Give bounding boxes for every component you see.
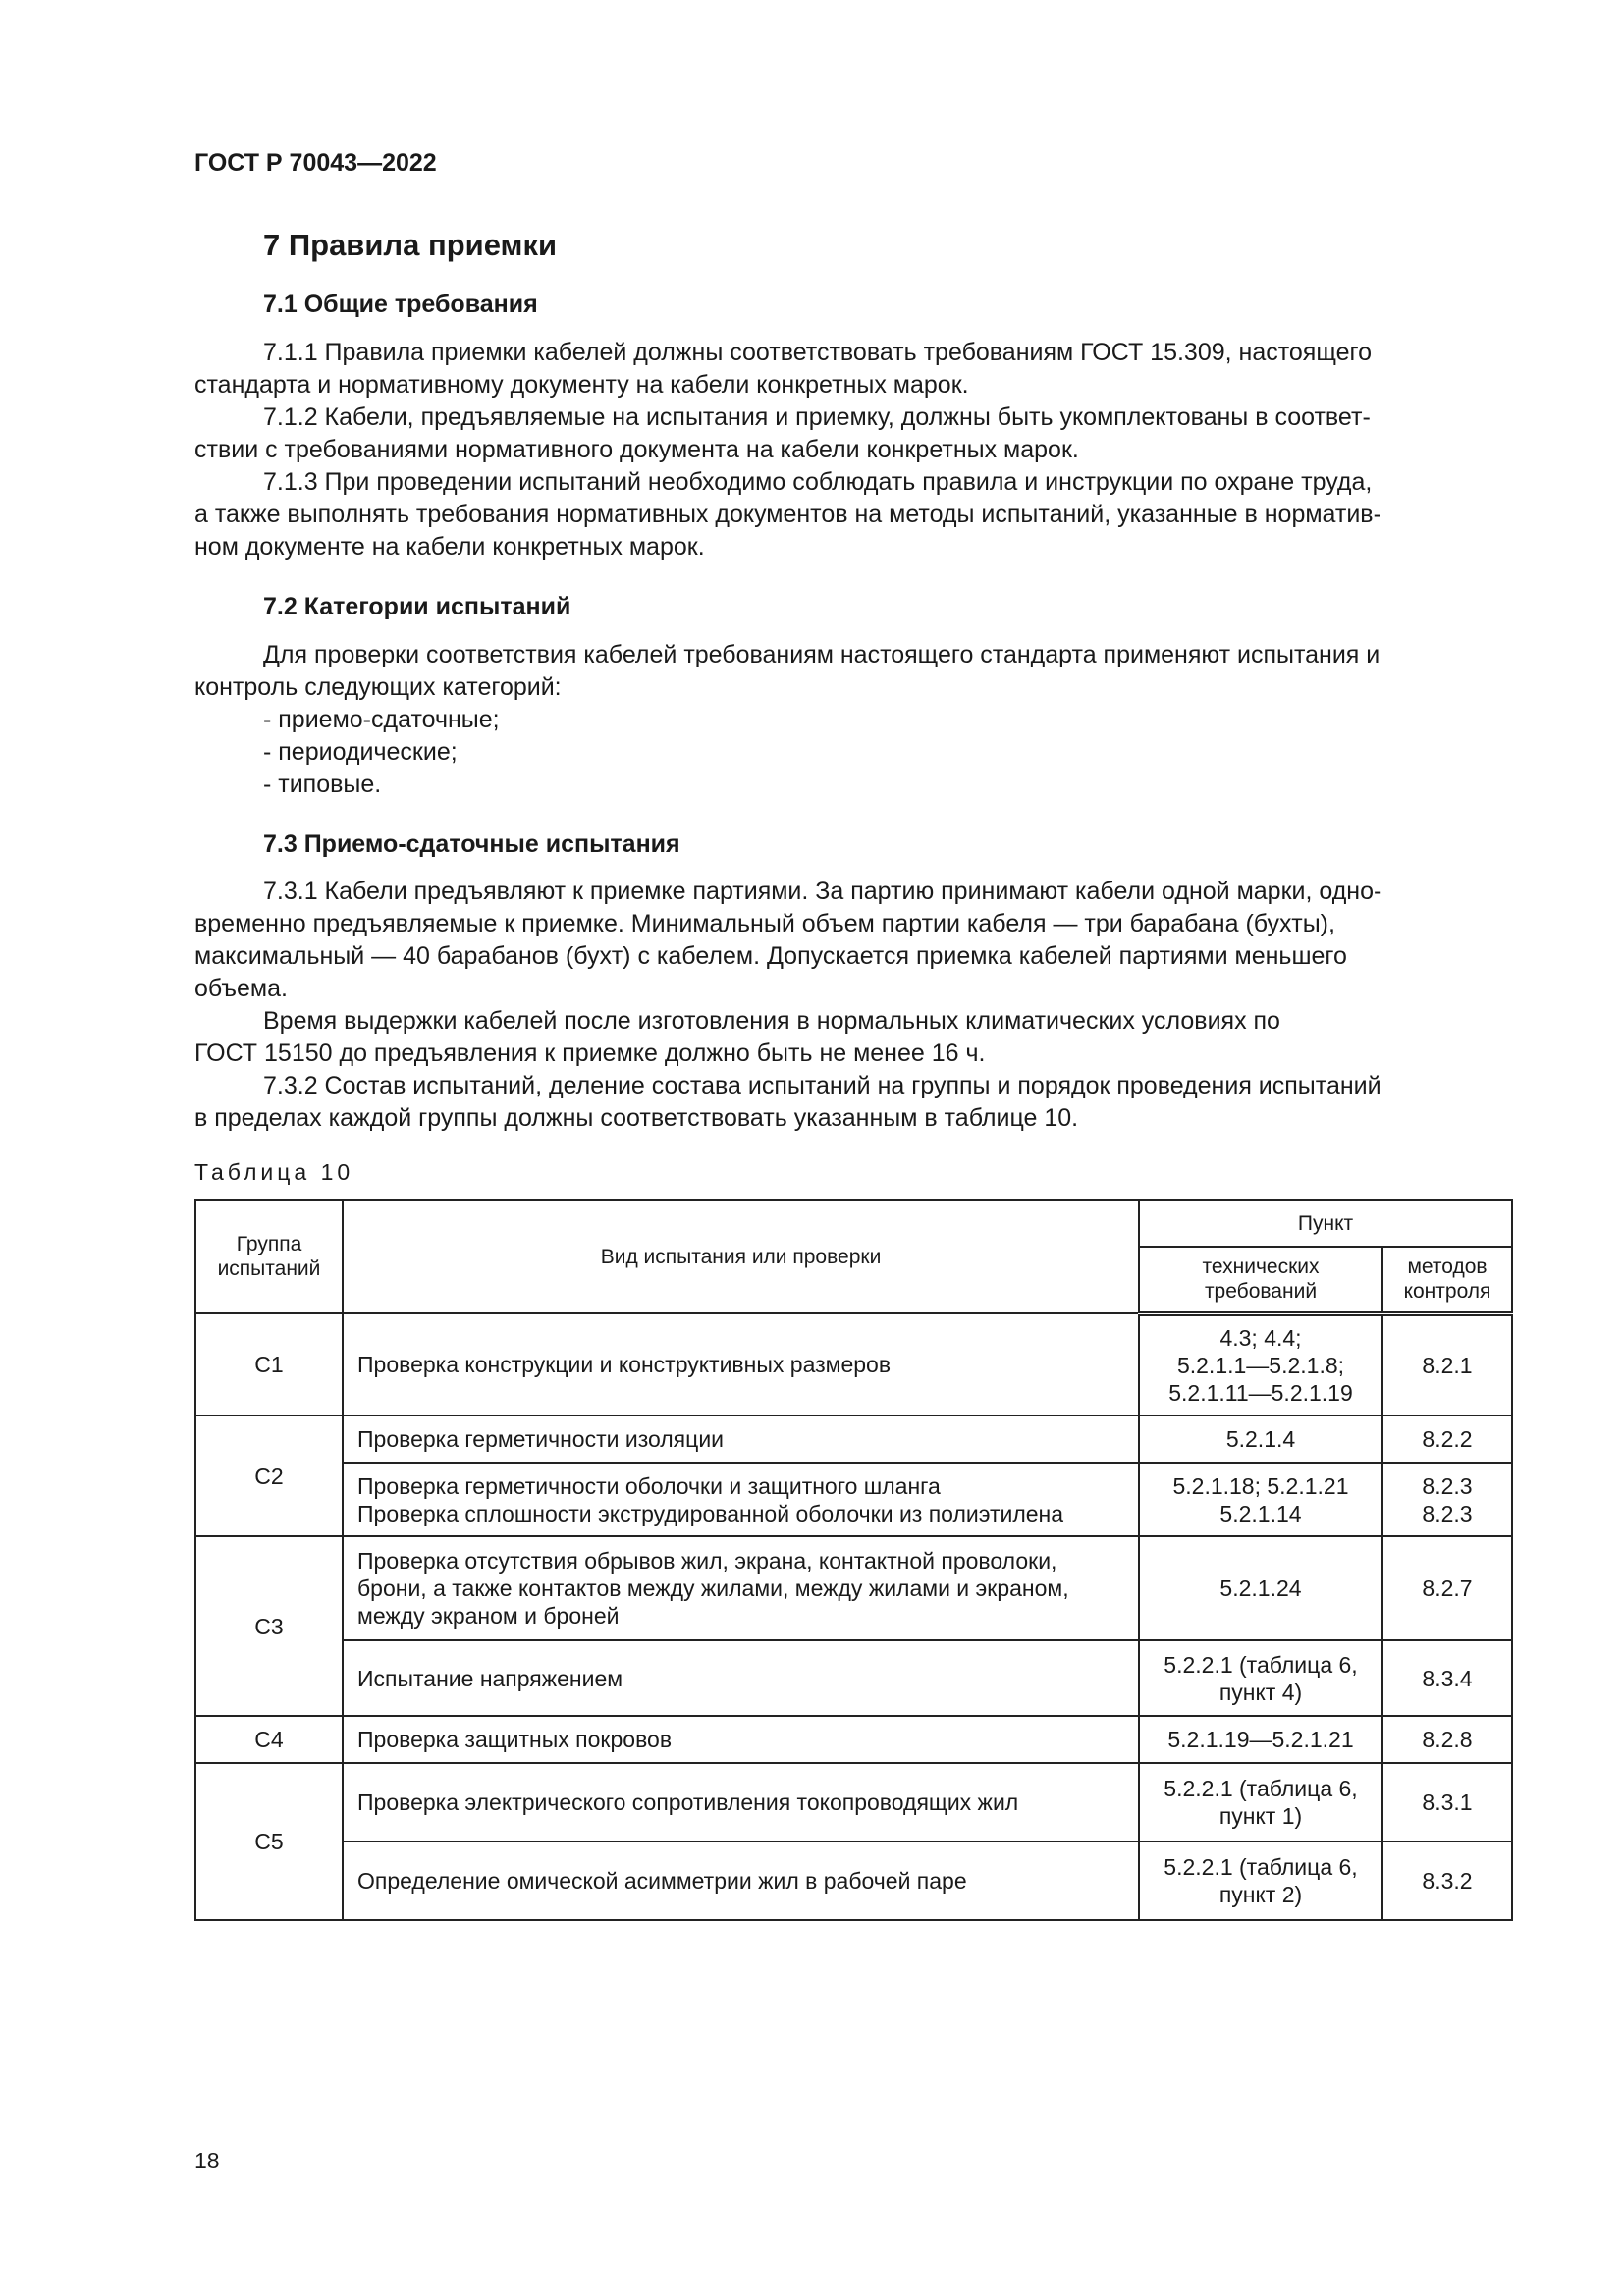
kind-cell: Испытание напряжением	[343, 1640, 1139, 1716]
table-row	[195, 1415, 1512, 1463]
subsection-7-3-title: 7.3 Приемо-сдаточные испытания	[263, 830, 680, 858]
kind-cell: Проверка конструкции и конструктивных размеров	[343, 1313, 1139, 1415]
table-row	[195, 1842, 1512, 1920]
header-group: Группа испытаний	[195, 1200, 343, 1313]
kind-cell: Проверка герметичности изоляции	[343, 1415, 1139, 1463]
methods-cell: 8.3.4	[1382, 1640, 1512, 1716]
section-title: 7 Правила приемки	[263, 228, 558, 262]
paragraph-7-1-1: 7.1.1 Правила приемки кабелей должны соответствовать требованиям ГОСТ 15.309, настоящего стандарта и нормативному документу на кабели конкретных марок.	[194, 339, 1373, 399]
methods-cell: 8.2.1	[1382, 1313, 1512, 1415]
header-clause: Пункт	[1139, 1200, 1512, 1247]
table-row	[195, 1640, 1512, 1716]
group-cell: С4	[195, 1716, 343, 1763]
header-kind: Вид испытания или проверки	[343, 1200, 1139, 1313]
tech-cell: 5.2.2.1 (таблица 6, пункт 4)	[1139, 1640, 1382, 1716]
tech-cell: 4.3; 4.4; 5.2.1.1—5.2.1.8; 5.2.1.11—5.2.1.19	[1139, 1313, 1382, 1415]
paragraph-7-3-1: 7.3.1 Кабели предъявляют к приемке партиями. За партию принимают кабели одной марки, одно- временно предъявляемые к приемке. Минимальный объем партии кабеля — три барабана (бухты), максимальный — 40 барабанов (бухт) с кабелем. Допускается приемка кабелей партиями меньшего объема.	[194, 878, 1382, 1002]
header-control-methods: методов контроля	[1382, 1247, 1512, 1313]
methods-cell: 8.3.1	[1382, 1763, 1512, 1842]
paragraph-7-1-3: 7.1.3 При проведении испытаний необходимо соблюдать правила и инструкции по охране труда, а также выполнять требования нормативных документов на методы испытаний, указанные в норматив- ном документе на кабели конкретных марок.	[194, 468, 1381, 561]
table-row	[195, 1463, 1512, 1536]
page-number: 18	[194, 2148, 220, 2173]
subsection-7-2-title: 7.2 Категории испытаний	[263, 593, 571, 620]
list-item: - приемо-сдаточные;	[263, 706, 500, 733]
group-cell: С2	[195, 1415, 343, 1536]
category-list	[263, 704, 500, 801]
group-cell: С5	[195, 1763, 343, 1920]
paragraph-7-2-intro: Для проверки соответствия кабелей требованиям настоящего стандарта применяют испытания и контроль следующих категорий:	[194, 641, 1380, 701]
tech-cell: 5.2.2.1 (таблица 6, пункт 1)	[1139, 1763, 1382, 1842]
document-code: ГОСТ Р 70043—2022	[194, 149, 437, 177]
kind-cell: Проверка отсутствия обрывов жил, экрана, контактной проволоки, брони, а также контактов между жилами, между жилами и экраном, между экраном и броней	[343, 1536, 1139, 1640]
methods-cell: 8.2.8	[1382, 1716, 1512, 1763]
methods-cell: 8.2.2	[1382, 1415, 1512, 1463]
methods-cell: 8.3.2	[1382, 1842, 1512, 1920]
group-cell: С3	[195, 1536, 343, 1716]
table-row	[195, 1716, 1512, 1763]
tech-cell: 5.2.1.19—5.2.1.21	[1139, 1716, 1382, 1763]
tests-table	[194, 1199, 1513, 1921]
tech-cell: 5.2.2.1 (таблица 6, пункт 2)	[1139, 1842, 1382, 1920]
methods-cell: 8.2.7	[1382, 1536, 1512, 1640]
methods-cell: 8.2.3 8.2.3	[1382, 1463, 1512, 1536]
paragraph-7-1-2: 7.1.2 Кабели, предъявляемые на испытания и приемку, должны быть укомплектованы в соответ- ствии с требованиями нормативного документа на кабели конкретных марок.	[194, 403, 1371, 463]
list-item: - периодические;	[263, 738, 458, 766]
table-caption: Таблица 10	[194, 1159, 354, 1185]
subsection-7-1-title: 7.1 Общие требования	[263, 291, 538, 318]
tech-cell: 5.2.1.18; 5.2.1.21 5.2.1.14	[1139, 1463, 1382, 1536]
kind-cell: Проверка защитных покровов	[343, 1716, 1139, 1763]
table-row	[195, 1313, 1512, 1415]
table-row	[195, 1763, 1512, 1842]
kind-cell: Проверка электрического сопротивления токопроводящих жил	[343, 1763, 1139, 1842]
tech-cell: 5.2.1.24	[1139, 1536, 1382, 1640]
kind-cell: Определение омической асимметрии жил в рабочей паре	[343, 1842, 1139, 1920]
paragraph-7-3-2: 7.3.2 Состав испытаний, деление состава испытаний на группы и порядок проведения испытаний в пределах каждой группы должны соответствовать указанным в таблице 10.	[194, 1072, 1381, 1132]
paragraph-7-3-1-hold-time: Время выдержки кабелей после изготовления в нормальных климатических условиях по ГОСТ 15150 до предъявления к приемке должно быть не менее 16 ч.	[194, 1007, 1280, 1067]
list-item: - типовые.	[263, 771, 382, 798]
table-row	[195, 1536, 1512, 1640]
header-tech-requirements: технических требований	[1139, 1247, 1382, 1313]
tech-cell: 5.2.1.4	[1139, 1415, 1382, 1463]
group-cell: С1	[195, 1313, 343, 1415]
kind-cell: Проверка герметичности оболочки и защитного шланга Проверка сплошности экструдированной оболочки из полиэтилена	[343, 1463, 1139, 1536]
